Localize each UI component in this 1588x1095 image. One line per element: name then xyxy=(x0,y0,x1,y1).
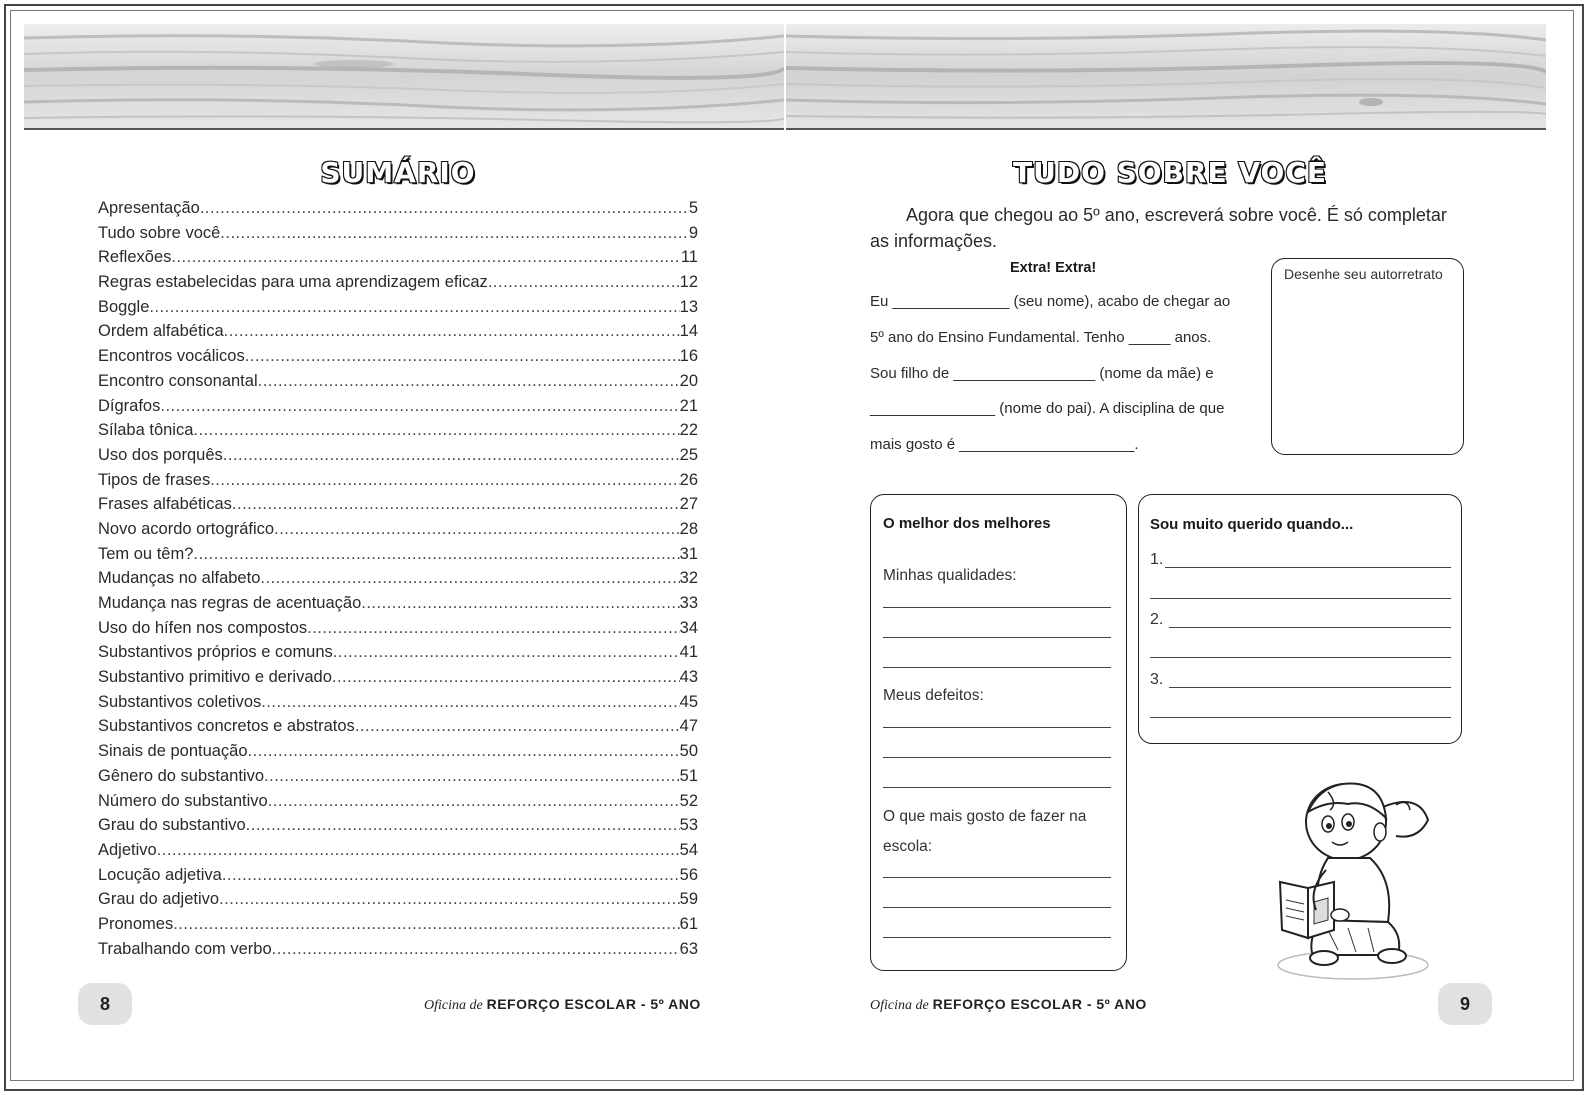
toc-leader-dots xyxy=(307,616,680,641)
toc-leader-dots xyxy=(193,418,679,443)
toc-entry-page: 26 xyxy=(679,470,698,489)
toc-leader-dots xyxy=(272,937,680,962)
toc-leader-dots xyxy=(220,221,689,246)
extra-extra-heading: Extra! Extra! xyxy=(1010,260,1097,276)
toc-entry xyxy=(98,542,698,567)
toc-entry xyxy=(98,394,698,419)
toc-leader-dots xyxy=(333,640,680,665)
toc-leader-dots xyxy=(232,492,680,517)
toc-entry-page: 56 xyxy=(679,865,698,884)
qualities-label: Minhas qualidades: xyxy=(883,567,1017,584)
fill-line: _______________ (nome do pai). A disciplina de que xyxy=(870,400,1225,417)
toc-leader-dots xyxy=(355,714,680,739)
answer-line xyxy=(883,607,1111,608)
toc-entry-title: Substantivos coletivos xyxy=(98,692,262,711)
toc-entry-page: 53 xyxy=(679,816,698,835)
toc-leader-dots xyxy=(200,196,689,221)
toc-leader-dots xyxy=(210,468,679,493)
best-of-best-box xyxy=(870,494,1127,971)
toc-entry-title: Encontro consonantal xyxy=(98,371,258,390)
toc-entry-title: Grau do substantivo xyxy=(98,816,246,835)
toc-entry-page: 31 xyxy=(679,544,698,563)
answer-line xyxy=(883,787,1111,788)
wood-banner-right xyxy=(786,24,1546,130)
loved-item-number: 2. xyxy=(1150,611,1164,628)
toc-entry xyxy=(98,221,698,246)
toc-entry-title: Tem ou têm? xyxy=(98,544,194,563)
toc-entry-page: 43 xyxy=(679,668,698,687)
toc-entry-title: Sílaba tônica xyxy=(98,421,194,440)
toc-leader-dots xyxy=(149,295,679,320)
toc-entry-title: Tipos de frases xyxy=(98,470,211,489)
footer-title: REFORÇO ESCOLAR - 5º ANO xyxy=(486,996,701,1012)
toc-entry-title: Uso do hífen nos compostos xyxy=(98,618,308,637)
toc-entry-title: Sinais de pontuação xyxy=(98,742,248,761)
toc-entry xyxy=(98,468,698,493)
fill-line: mais gosto é _____________________. xyxy=(870,436,1139,453)
toc-entry-page: 22 xyxy=(679,421,698,440)
footer-prefix: Oficina de xyxy=(424,998,483,1013)
toc-entry-page: 63 xyxy=(679,939,698,958)
toc-entry xyxy=(98,369,698,394)
intro-text: Agora que chegou ao 5º ano, escreverá sobre você. É só completar as informações. xyxy=(870,205,1447,251)
self-portrait-box xyxy=(1271,258,1464,455)
loved-when-box xyxy=(1138,494,1462,744)
table-of-contents xyxy=(98,196,698,961)
toc-entry-page: 32 xyxy=(679,569,698,588)
best-box-title: O melhor dos melhores xyxy=(883,515,1051,532)
defects-label: Meus defeitos: xyxy=(883,687,984,704)
toc-entry xyxy=(98,764,698,789)
toc-entry-title: Locução adjetiva xyxy=(98,865,222,884)
toc-entry-title: Mudança nas regras de acentuação xyxy=(98,594,362,612)
toc-entry-title: Encontros vocálicos xyxy=(98,347,245,366)
toc-entry-page: 34 xyxy=(679,618,698,637)
answer-line xyxy=(883,667,1111,668)
page-title-tudo-sobre-voce: TUDO SOBRE VOCÊ xyxy=(1012,156,1328,189)
toc-entry-title: Ordem alfabética xyxy=(98,322,224,341)
toc-leader-dots xyxy=(222,863,680,888)
toc-leader-dots xyxy=(193,542,679,567)
toc-leader-dots xyxy=(264,764,680,789)
toc-entry-page: 27 xyxy=(679,495,698,514)
toc-leader-dots xyxy=(157,838,680,863)
toc-entry-title: Mudanças no alfabeto xyxy=(98,569,261,588)
toc-entry-page: 25 xyxy=(679,445,698,464)
toc-leader-dots xyxy=(246,813,680,838)
toc-leader-dots xyxy=(261,690,679,715)
toc-entry xyxy=(98,838,698,863)
toc-entry xyxy=(98,245,698,270)
toc-entry-title: Apresentação xyxy=(98,199,200,217)
toc-entry-title: Reflexões xyxy=(98,248,172,267)
fill-line: Eu ______________ (seu nome), acabo de chegar ao xyxy=(870,293,1231,310)
toc-leader-dots xyxy=(245,344,680,369)
page-number-left: 8 xyxy=(78,983,132,1025)
girl-reading-illustration xyxy=(1268,770,1438,985)
page-number-right: 9 xyxy=(1438,983,1492,1025)
toc-entry-title: Substantivos concretos e abstratos xyxy=(98,717,355,736)
toc-entry-page: 21 xyxy=(679,396,698,415)
answer-line xyxy=(883,937,1111,938)
toc-leader-dots xyxy=(258,369,680,394)
wood-banner-left xyxy=(24,24,784,130)
toc-entry-page: 28 xyxy=(679,519,698,538)
toc-entry xyxy=(98,739,698,764)
toc-entry-page: 16 xyxy=(679,347,698,366)
toc-entry-page: 13 xyxy=(679,297,698,316)
toc-entry xyxy=(98,714,698,739)
toc-entry-page: 5 xyxy=(688,199,698,217)
toc-entry-page: 20 xyxy=(679,371,698,390)
toc-entry xyxy=(98,418,698,443)
toc-leader-dots xyxy=(171,245,680,270)
toc-entry-title: Substantivo primitivo e derivado xyxy=(98,668,332,687)
toc-leader-dots xyxy=(361,591,679,616)
answer-line xyxy=(1150,657,1451,658)
toc-entry xyxy=(98,789,698,814)
toc-entry-title: Número do substantivo xyxy=(98,791,268,810)
toc-entry-title: Boggle xyxy=(98,297,150,316)
toc-entry xyxy=(98,270,698,295)
toc-leader-dots xyxy=(160,394,679,419)
toc-entry xyxy=(98,665,698,690)
toc-entry-title: Gênero do substantivo xyxy=(98,766,265,785)
toc-leader-dots xyxy=(223,443,680,468)
answer-line xyxy=(1169,627,1451,628)
toc-leader-dots xyxy=(224,319,680,344)
footer-prefix: Oficina de xyxy=(870,998,929,1013)
toc-entry xyxy=(98,517,698,542)
toc-leader-dots xyxy=(332,665,680,690)
loved-box-title: Sou muito querido quando... xyxy=(1150,516,1354,533)
footer-title: REFORÇO ESCOLAR - 5º ANO xyxy=(932,996,1147,1012)
answer-line xyxy=(1169,687,1451,688)
toc-entry-page: 52 xyxy=(679,791,698,810)
toc-entry-page: 51 xyxy=(679,766,698,785)
toc-entry xyxy=(98,690,698,715)
toc-entry-title: Uso dos porquês xyxy=(98,445,223,464)
self-portrait-label: Desenhe seu autorretrato xyxy=(1284,266,1443,282)
footer-left xyxy=(424,996,701,1014)
page-title-sumario: SUMÁRIO xyxy=(320,156,476,189)
answer-line xyxy=(883,877,1111,878)
toc-entry-title: Trabalhando com verbo xyxy=(98,939,272,958)
toc-entry-page: 9 xyxy=(688,223,698,242)
toc-entry-page: 41 xyxy=(679,643,698,662)
toc-leader-dots xyxy=(268,789,680,814)
toc-entry xyxy=(98,344,698,369)
toc-entry-page: 45 xyxy=(679,692,698,711)
toc-entry-page: 14 xyxy=(679,322,698,341)
toc-entry-title: Dígrafos xyxy=(98,396,161,415)
fill-line: Sou filho de _________________ (nome da mãe) e xyxy=(870,365,1214,382)
answer-line xyxy=(1150,717,1451,718)
toc-entry xyxy=(98,196,698,221)
toc-entry xyxy=(98,912,698,937)
loved-item-number: 3. xyxy=(1150,671,1164,688)
answer-line xyxy=(883,727,1111,728)
toc-entry-title: Pronomes xyxy=(98,914,174,933)
toc-entry xyxy=(98,566,698,591)
answer-line xyxy=(883,757,1111,758)
toc-entry xyxy=(98,863,698,888)
toc-entry-page: 50 xyxy=(679,742,698,761)
answer-line xyxy=(1165,567,1451,568)
toc-entry xyxy=(98,295,698,320)
toc-leader-dots xyxy=(274,517,680,542)
intro-paragraph xyxy=(870,202,1470,254)
toc-entry xyxy=(98,640,698,665)
toc-entry-title: Regras estabelecidas para uma aprendizagem eficaz xyxy=(98,273,488,292)
toc-entry-page: 11 xyxy=(680,248,698,267)
toc-leader-dots xyxy=(488,270,680,295)
answer-line xyxy=(883,907,1111,908)
fill-line: 5º ano do Ensino Fundamental. Tenho _____ anos. xyxy=(870,329,1212,346)
toc-entry xyxy=(98,319,698,344)
toc-entry-title: Tudo sobre você xyxy=(98,223,221,242)
loved-item-number: 1. xyxy=(1150,551,1164,568)
toc-entry-page: 12 xyxy=(679,273,698,292)
toc-entry xyxy=(98,937,698,962)
footer-right xyxy=(870,996,1147,1014)
toc-entry-title: Grau do adjetivo xyxy=(98,890,220,909)
toc-entry-title: Adjetivo xyxy=(98,840,157,859)
answer-line xyxy=(883,637,1111,638)
toc-entry-title: Substantivos próprios e comuns xyxy=(98,643,333,662)
toc-entry xyxy=(98,443,698,468)
toc-entry-title: Novo acordo ortográfico xyxy=(98,519,275,538)
toc-leader-dots xyxy=(248,739,680,764)
toc-leader-dots xyxy=(260,566,679,591)
likes-label-1: O que mais gosto de fazer na xyxy=(883,808,1087,825)
likes-label-2: escola: xyxy=(883,838,933,855)
toc-entry xyxy=(98,887,698,912)
toc-entry xyxy=(98,813,698,838)
toc-entry-page: 47 xyxy=(679,717,698,736)
toc-entry xyxy=(98,591,698,616)
answer-line xyxy=(1150,598,1451,599)
toc-entry-page: 61 xyxy=(679,914,698,933)
toc-entry-page: 54 xyxy=(679,840,698,859)
toc-leader-dots xyxy=(219,887,680,912)
toc-entry xyxy=(98,492,698,517)
toc-leader-dots xyxy=(173,912,679,937)
toc-entry xyxy=(98,616,698,641)
toc-entry-page: 59 xyxy=(679,890,698,909)
toc-entry-title: Frases alfabéticas xyxy=(98,495,232,514)
toc-entry-page: 33 xyxy=(679,594,698,612)
